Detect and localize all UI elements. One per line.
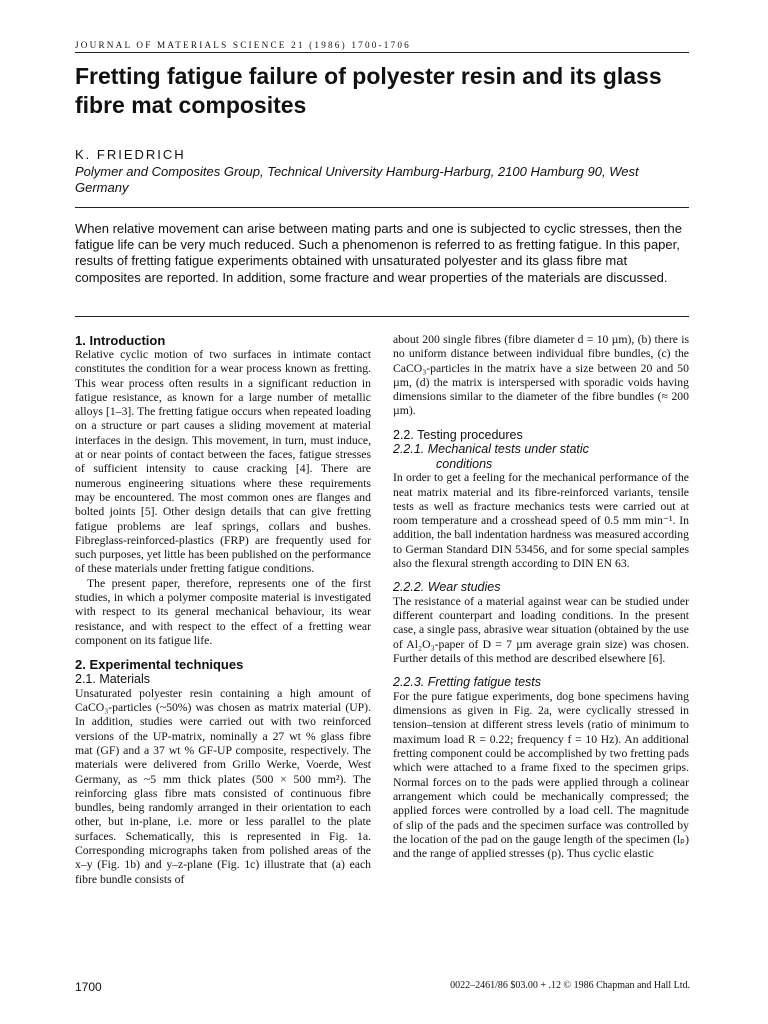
page-number: 1700 xyxy=(75,980,102,994)
intro-paragraph-1: Relative cyclic motion of two surfaces in intimate contact constitutes the condition for a wear process known as fretting. This wear process often results in a significant reduction in fatigue resistance, as known for a large number of metallic alloys [1–3]. The fretting fatigue occurs when repeated loading on a structure or part causes a sliding movement at material interfaces in the design. This movement, in turn, must induce, at or near points of contact between the faces, fatigue stresses of sufficient intensity to cause cracking [4]. There are numerous engineering situations where these requirements may be encountered. The most common ones are flanges and bolted joints [5]. Other design details that can give fretting fatigue problems are leaf springs, collars and bushes. Fibreglass-reinforced-plastics (FRP) are frequently used for such purposes, yet little has been published on the performance of these materials under fretting fatigue conditions. xyxy=(75,348,371,576)
mechanical-paragraph: In order to get a feeling for the mechanical performance of the neat matrix material and its fibre-reinforced variants, tensile tests as well as fracture mechanics tests were carried out at room temperature and a crosshead speed of 0.5 mm min⁻¹. In addition, the ball indentation hardness was measured according to German Standard DIN 53456, and for some special samples also the flexural strength according to DIN EN 63. xyxy=(393,471,689,571)
intro-paragraph-2: The present paper, therefore, represents one of the first studies, in which a polymer composite material is investigated with respect to its general mechanical behaviour, its wear resistance, and with respect to the effect of a fretting wear component on its fatigue life. xyxy=(75,576,371,647)
journal-header: JOURNAL OF MATERIALS SCIENCE 21 (1986) 1700-1706 xyxy=(75,40,411,50)
subsubsection-mechanical-heading: 2.2.1. Mechanical tests under static xyxy=(393,442,589,457)
materials-paragraph-cont: about 200 single fibres (fibre diameter d = 10 µm), (b) there is no uniform distance between individual fibre bundles, (c) the CaCO₃-particles in the matrix have a size between 20 and 50 µm, (d) the matrix is interspersed with sporadic voids having dimensions similar to the diameter of the fibre bundles (≈ 200 µm). xyxy=(393,333,689,418)
section-introduction-heading: 1. Introduction xyxy=(75,333,166,348)
materials-paragraph: Unsaturated polyester resin containing a high amount of CaCO₃-particles (~50%) was chosen as matrix material (UP). In addition, studies were carried out with two reinforced versions of the UP-matrix, nominally a 27 wt % glass fibre mat (GF) and a 37 wt % GF-UP composite, respectively. The materials were delivered from Grillo Werke, Voerde, West Germany, as ~5 mm thick plates (500 × 500 mm²). The reinforcing glass fibre mats consisted of continuous fibre bundles, being randomly arranged in their orientation to each other, but in-plane, i.e. more or less parallel to the plate surfaces. Schematically, this is represented in Fig. 1a. Corresponding micrographs taken from polished areas of the x–y (Fig. 1b) and y–z-plane (Fig. 1c) illustrate that (a) each fibre bundle consists of xyxy=(75,686,371,886)
abstract-top-rule xyxy=(75,207,689,208)
wear-paragraph: The resistance of a material against wear can be studied under different counterpart and loading conditions. In the present case, a single pass, abrasive wear situation (obtained by the use of Al₂O₃-paper of D = 7 µm average grain size) was chosen. Further details of this method are described elsewhere [6]. xyxy=(393,594,689,666)
abstract: When relative movement can arise between mating parts and one is subjected to cyclic stresses, then the fatigue life can be very much reduced. Such a phenomenon is referred to as fretting fatigue. In this paper, results of fretting fatigue experiments obtained with unsaturated polyester and its glass fibre mat composites are reported. In addition, some fracture and wear properties of the materials are discussed. xyxy=(75,221,682,285)
subsubsection-fretting-heading: 2.2.3. Fretting fatigue tests xyxy=(393,675,541,690)
subsubsection-wear-heading: 2.2.2. Wear studies xyxy=(393,580,501,595)
author-name: K. FRIEDRICH xyxy=(75,147,186,162)
section-experimental-heading: 2. Experimental techniques xyxy=(75,657,244,673)
subsection-materials-heading: 2.1. Materials xyxy=(75,672,151,687)
left-column xyxy=(75,333,371,887)
subsection-testing-heading: 2.2. Testing procedures xyxy=(393,427,523,442)
subsubsection-mechanical-heading-cont: conditions xyxy=(436,456,493,471)
paper-title: Fretting fatigue failure of polyester resin and its glass fibre mat composites xyxy=(75,63,662,118)
copyright-code: 0022–2461/86 $03.00 + .12 © 1986 Chapman and Hall Ltd. xyxy=(450,980,690,991)
author-affiliation: Polymer and Composites Group, Technical University Hamburg-Harburg, 2100 Hamburg 90, West Germany xyxy=(75,164,639,195)
fretting-paragraph: For the pure fatigue experiments, dog bone specimens having dimensions as given in Fig. 2a, were cyclically stressed in tension–tension at different stress levels (ratio of minimum to maximum load R = 0.22; frequency f = 10 Hz). An additional fretting component could be accomplished by two fretting pads which were attached to a frame fixed to the specimen grips. Normal forces on to the pads were applied through a colinear arrangement which could be mechanically compressed; the applied forces were controlled by a load cell. The magnitude of slip of the pads and the specimen surface was controlled by the location of the pad on the gauge length of the specimen (lₚ) and the range of applied stresses (p). Thus cyclic elastic xyxy=(393,689,690,861)
header-rule xyxy=(75,52,689,53)
right-column xyxy=(393,333,689,861)
abstract-bottom-rule xyxy=(75,316,689,317)
